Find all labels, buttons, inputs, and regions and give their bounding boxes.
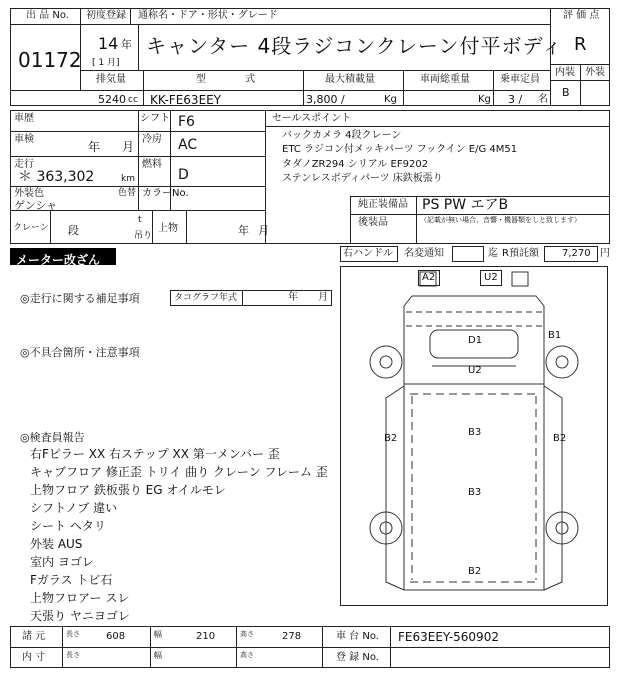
registration-label: 登 録 No.: [336, 652, 379, 663]
interior-length-label: 長さ: [66, 651, 80, 659]
damage-mark: B2: [553, 433, 567, 444]
driving-notes-label: ◎走行に関する補足事項: [20, 292, 140, 305]
inspector-report-label: ◎検査員報告: [20, 431, 85, 444]
inspector-line: Fガラス トビ石: [30, 573, 113, 587]
displacement-value: 5240: [98, 93, 126, 106]
crane-ton: t: [138, 215, 142, 225]
interior-dims-label: 内 寸: [22, 652, 46, 663]
aftermarket-note: （記載が無い場合、音響・機器類をしと致します）: [420, 216, 581, 224]
inspector-line: シフトノブ 違い: [30, 501, 118, 515]
fuel-value: D: [178, 167, 189, 183]
capacity-value: 3 /: [508, 93, 523, 106]
max-load-unit: Kg: [384, 94, 397, 105]
ext-color-label: 外装色: [14, 188, 44, 199]
crane-stages: 段: [68, 224, 79, 237]
tachograph-month: 月: [318, 292, 328, 303]
capacity-label: 乗車定員: [500, 74, 540, 85]
tachograph-year: 年: [288, 292, 298, 303]
damage-mark: B3: [468, 427, 482, 438]
shift-value: F6: [178, 114, 195, 130]
exterior-grade-label: 外装: [585, 67, 605, 78]
inspector-line: 天張り ヤニヨゴレ: [30, 609, 130, 623]
dims-label: 諸 元: [22, 631, 46, 642]
chassis-number: FE63EEY-560902: [398, 630, 499, 644]
interior-height-label: 高さ: [240, 651, 254, 659]
name-change-box: [452, 246, 484, 262]
fuel-label: 燃料: [142, 159, 162, 170]
inspection-year: 年: [88, 140, 101, 154]
overall-grade: R: [574, 34, 587, 55]
damage-mark: A2: [422, 272, 436, 283]
sales-points-title: セールスポイント: [272, 113, 352, 124]
sales-point-line: ステンレスボディパーツ 床鉄板張り: [282, 173, 443, 184]
height-value: 278: [282, 631, 302, 642]
length-label: 長さ: [66, 630, 80, 638]
max-load-value: 3,800 /: [306, 93, 345, 106]
lot-label: 出 品 No.: [26, 10, 69, 21]
reg-year-unit: 年: [121, 38, 132, 51]
shift-label: シフト: [140, 113, 170, 124]
height-label: 高さ: [240, 630, 254, 638]
mileage-unit: km: [121, 174, 135, 184]
upper-body-label: 上物: [158, 223, 178, 234]
damage-mark: B1: [548, 330, 562, 341]
inspector-line: シート ヘタリ: [30, 519, 106, 533]
grade-label: 評 価 点: [563, 10, 600, 21]
model-name: キャンター 4段ラジコンクレーン付平ボディ: [146, 34, 563, 58]
first-reg-label: 初度登録: [86, 10, 126, 21]
inspector-line: 上物フロア 鉄板張り EG オイルモレ: [30, 483, 226, 497]
history-label: 車歴: [14, 113, 34, 124]
meter-tampered-banner: メーター改ざん車: [10, 248, 116, 265]
gross-weight-label: 車両総重量: [420, 74, 470, 85]
model-name-label: 通称名・ドア・形状・グレード: [138, 10, 278, 21]
length-value: 608: [106, 631, 126, 642]
mileage-label: 走行: [14, 159, 34, 170]
model-type: KK-FE63EEY: [150, 93, 222, 107]
damage-mark: U2: [484, 272, 498, 283]
inspector-line: 室内 ヨゴレ: [30, 555, 94, 569]
mileage-value: ＊ 363,302: [18, 169, 95, 185]
recycle-code: 迄: [488, 248, 498, 259]
interior-width-label: 幅: [154, 651, 162, 660]
sales-point-line: バックカメラ 4段クレーン: [282, 130, 402, 141]
inspection-label: 車検: [14, 134, 34, 145]
equipment-label: 純正装備品: [358, 199, 408, 210]
inspector-line: キャブフロア 修正歪 トリイ 曲り クレーン フレーム 歪: [30, 465, 328, 479]
sales-point-line: ETC ラジコン付メッキパーツ フックイン E/G 4M51: [282, 144, 518, 155]
crane-lift: 吊り: [134, 231, 153, 241]
color-change-label: 色替: [118, 188, 137, 198]
capacity-unit: 名: [538, 94, 548, 105]
color-no-label: カラーNo.: [142, 188, 189, 199]
reg-year: 14: [98, 34, 119, 53]
inspection-month: 月: [122, 140, 135, 154]
inspector-line: 右Fピラー XX 右ステップ XX 第一メンバー 歪: [30, 447, 280, 461]
recycle-amount: 7,270: [562, 248, 591, 259]
name-change-label: 名変通知: [404, 248, 444, 259]
interior-grade: B: [562, 86, 570, 99]
ac-label: 冷房: [142, 134, 162, 145]
inspector-line: 上物フロアー スレ: [30, 591, 130, 605]
lot-number: 01172: [18, 48, 82, 72]
damage-mark: B2: [384, 433, 398, 444]
tachograph-label: タコグラフ年式: [174, 293, 238, 303]
damage-mark: D1: [468, 335, 483, 346]
type-label: 型 式: [196, 74, 274, 85]
ac-value: AC: [178, 137, 198, 153]
aftermarket-label: 後装品: [358, 217, 388, 228]
width-label: 幅: [154, 630, 162, 639]
defects-label: ◎不具合箇所・注意事項: [20, 346, 140, 359]
width-value: 210: [196, 631, 216, 642]
recycle-unit: 円: [600, 248, 610, 259]
inspector-line: 外装 AUS: [30, 537, 83, 551]
damage-mark: U2: [468, 365, 482, 376]
equipment-value: PS PW エアB: [422, 197, 509, 213]
displacement-unit: cc: [128, 95, 138, 105]
damage-mark: B3: [468, 487, 482, 498]
gross-weight-unit: Kg: [478, 94, 491, 105]
displacement-label: 排気量: [96, 74, 126, 85]
max-load-label: 最大積載量: [325, 74, 375, 85]
steering-handle: 右ハンドル: [343, 248, 393, 259]
damage-mark: B2: [468, 566, 482, 577]
ext-color-value: ゲンシャ: [14, 199, 58, 212]
interior-grade-label: 内装: [555, 67, 575, 78]
recycle-label: R預託額: [502, 248, 539, 259]
chassis-label: 車 台 No.: [336, 631, 379, 642]
crane-label: クレーン: [13, 223, 49, 233]
sales-point-line: タダノZR294 シリアル EF9202: [282, 159, 429, 170]
reg-month: [ 1 月]: [92, 58, 120, 68]
upper-body-month: 月: [258, 224, 269, 237]
upper-body-year: 年: [238, 224, 249, 237]
